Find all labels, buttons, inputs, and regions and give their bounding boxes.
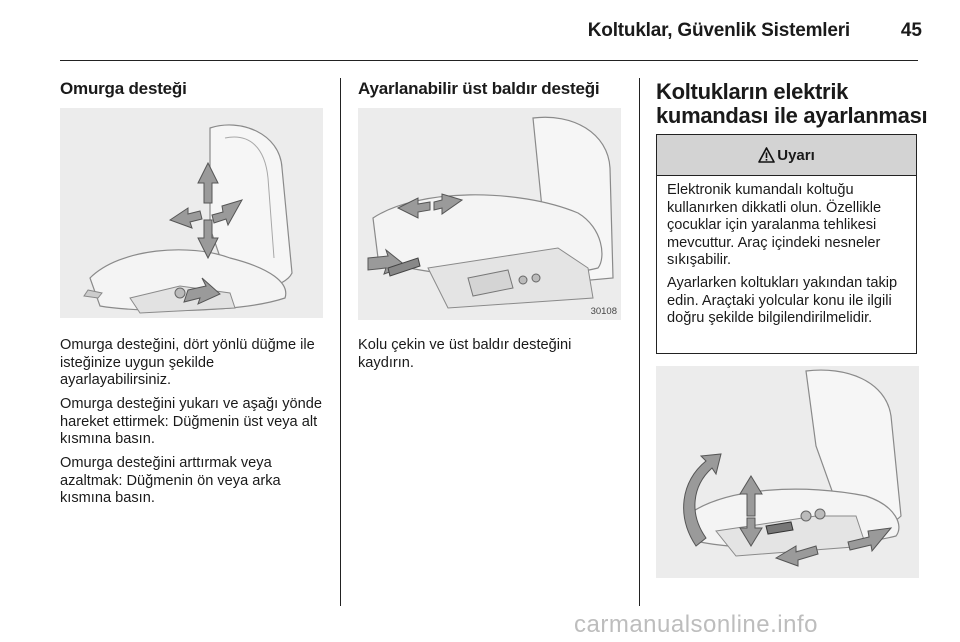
header-rule: [60, 60, 918, 61]
warning-header: [657, 135, 916, 176]
page-number: 45: [900, 20, 922, 41]
warning-paragraph-2: Ayarlarken koltukları yakından takip edin. Araçtaki yolcular konu ile ilgili doğru şekilde bilgilendirilmelidir.: [667, 274, 898, 327]
column-divider-2: [639, 78, 640, 606]
section-heading-electric-line1: Koltukların elektrik: [656, 79, 849, 104]
watermark: carmanualsonline.info: [574, 611, 818, 638]
lumbar-paragraph-1: Omurga desteğini, dört yönlü düğme ile isteğinize uygun şekilde ayarlayabilirsiniz.: [60, 337, 315, 389]
section-heading-electric-line2: kumandası ile ayarlanması: [656, 103, 928, 128]
running-header-title: Koltuklar, Güvenlik Sistemleri: [587, 20, 850, 41]
lumbar-paragraph-3: Omurga desteğini arttırmak veya azaltmak: Düğmenin ön veya arka kısmına basın.: [60, 455, 281, 507]
electric-seat-illustration: [656, 366, 919, 578]
warning-paragraph-1: Elektronik kumandalı koltuğu kullanırken dikkatli olun. Özellikle çocuklar için yaralanma tehlikesi mevcuttur. Araç içindeki nesneler sıkışabilir.: [667, 182, 882, 269]
warning-body: [657, 176, 916, 328]
thigh-support-illustration: [358, 108, 621, 320]
column-divider-1: [340, 78, 341, 606]
lumbar-seat-drawing: [60, 108, 323, 318]
warning-title: Uyarı: [777, 146, 815, 164]
warning-box: [656, 134, 917, 354]
figure-number: 30108: [590, 306, 617, 317]
thigh-seat-drawing: [358, 108, 621, 320]
section-heading-lumbar: Omurga desteği: [60, 79, 187, 98]
lumbar-paragraph-2: Omurga desteğini yukarı ve aşağı yönde hareket ettirmek: Düğmenin üst veya alt kısmına basın.: [60, 396, 323, 448]
section-heading-thigh-support: Ayarlanabilir üst baldır desteği: [358, 79, 600, 98]
lumbar-support-illustration: [60, 108, 323, 318]
electric-seat-drawing: [656, 366, 919, 578]
warning-triangle-icon: [758, 147, 775, 163]
thigh-support-paragraph: Kolu çekin ve üst baldır desteğini kaydırın.: [358, 337, 572, 371]
